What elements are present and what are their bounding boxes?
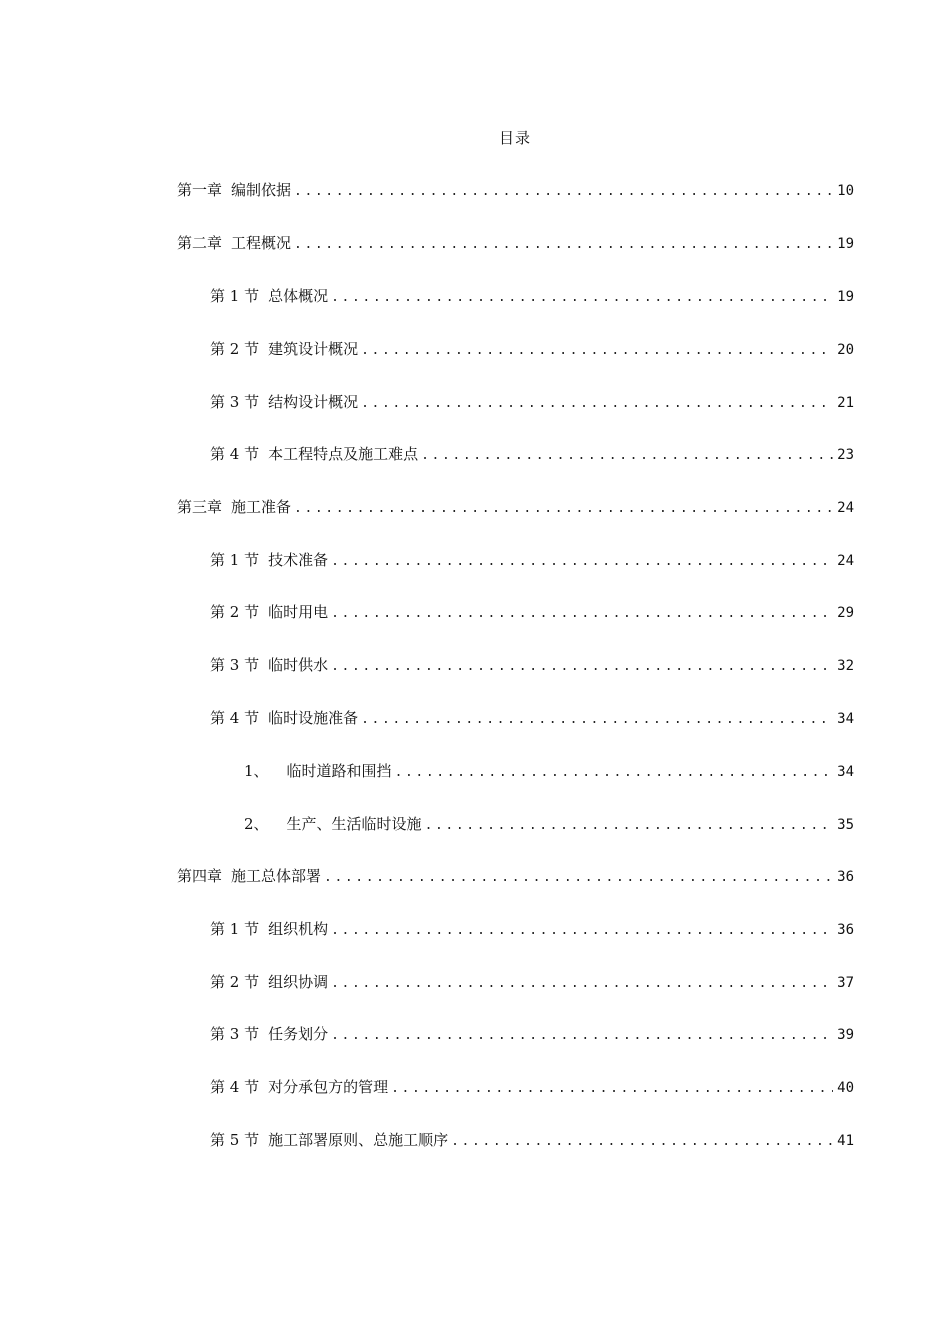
toc-entry-title: 对分承包方的管理	[268, 1078, 389, 1096]
toc-entry-title: 临时设施准备	[268, 709, 359, 727]
toc-page-number: 19	[837, 236, 854, 252]
toc-page-number: 24	[837, 500, 854, 516]
toc-entry-title: 施工准备	[231, 498, 292, 516]
toc-entry-number: 第三章	[177, 498, 223, 516]
toc-dot-leader	[391, 1077, 833, 1101]
toc-page-number: 23	[837, 447, 854, 463]
toc-entry-section[interactable]	[210, 337, 854, 361]
toc-page-number: 21	[837, 395, 854, 411]
toc-page-number: 34	[837, 711, 854, 727]
toc-entry-number: 第 1 节	[210, 551, 260, 569]
toc-page-number: 32	[837, 658, 854, 674]
toc-page-number: 36	[837, 922, 854, 938]
toc-dot-leader	[331, 655, 833, 679]
toc-entry-number: 第 5 节	[210, 1131, 260, 1149]
toc-entry-section[interactable]	[210, 1022, 854, 1046]
toc-page-number: 41	[837, 1133, 854, 1149]
toc-page-number: 39	[837, 1027, 854, 1043]
toc-page-number: 35	[837, 817, 854, 833]
toc-entry-title: 本工程特点及施工难点	[268, 445, 419, 463]
toc-entry-title: 临时道路和围挡	[286, 762, 392, 780]
toc-entry-number: 第 1 节	[210, 920, 260, 938]
toc-entry-section[interactable]	[210, 653, 854, 677]
toc-entry-section[interactable]	[210, 442, 854, 466]
toc-entry-section[interactable]	[210, 1075, 854, 1099]
page-title: 目录	[498, 129, 531, 147]
toc-dot-leader	[451, 1130, 833, 1154]
toc-entry-number: 第 1 节	[210, 287, 260, 305]
toc-entry-number: 1、	[244, 762, 269, 780]
toc-entry-number: 第四章	[177, 867, 223, 885]
toc-entry-number: 第 4 节	[210, 709, 260, 727]
toc-page-number: 10	[837, 183, 854, 199]
toc-entry-section[interactable]	[210, 600, 854, 624]
toc-entry-title: 结构设计概况	[268, 393, 359, 411]
toc-entry-number: 第 3 节	[210, 656, 260, 674]
toc-entry-title: 组织协调	[268, 973, 329, 991]
toc-entry-section[interactable]	[210, 390, 854, 414]
toc-entry-title: 任务划分	[268, 1025, 329, 1043]
toc-entry-number: 第 2 节	[210, 973, 260, 991]
toc-entry-section[interactable]	[210, 1128, 854, 1152]
toc-page-number: 20	[837, 342, 854, 358]
toc-entry-chapter[interactable]	[177, 495, 854, 519]
toc-entry-number: 2、	[244, 815, 269, 833]
toc-dot-leader	[294, 180, 833, 204]
toc-dot-leader	[425, 814, 833, 838]
toc-dot-leader	[361, 339, 833, 363]
toc-entry-number: 第 4 节	[210, 445, 260, 463]
toc-entry-chapter[interactable]	[177, 178, 854, 202]
toc-entry-number: 第二章	[177, 234, 223, 252]
toc-entry-title: 技术准备	[268, 551, 329, 569]
toc-dot-leader	[331, 550, 833, 574]
toc-dot-leader	[331, 286, 833, 310]
toc-entry-number: 第 2 节	[210, 603, 260, 621]
toc-entry-title: 编制依据	[231, 181, 292, 199]
toc-entry-title: 建筑设计概况	[268, 340, 359, 358]
toc-entry-chapter[interactable]	[177, 864, 854, 888]
toc-entry-number: 第 4 节	[210, 1078, 260, 1096]
toc-entry-title: 临时供水	[268, 656, 329, 674]
toc-entry-number: 第 2 节	[210, 340, 260, 358]
toc-page-number: 24	[837, 553, 854, 569]
toc-dot-leader	[421, 444, 833, 468]
toc-dot-leader	[324, 866, 833, 890]
toc-entry-subsection[interactable]	[244, 812, 854, 836]
toc-dot-leader	[361, 708, 833, 732]
toc-entry-section[interactable]	[210, 970, 854, 994]
toc-dot-leader	[331, 1024, 833, 1048]
toc-page-number: 19	[837, 289, 854, 305]
toc-page-number: 37	[837, 975, 854, 991]
toc-entry-title: 临时用电	[268, 603, 329, 621]
toc-entry-number: 第 3 节	[210, 1025, 260, 1043]
toc-dot-leader	[331, 602, 833, 626]
toc-entry-number: 第 3 节	[210, 393, 260, 411]
toc-entry-section[interactable]	[210, 284, 854, 308]
toc-entry-section[interactable]	[210, 706, 854, 730]
toc-page-number: 36	[837, 869, 854, 885]
toc-page-number: 34	[837, 764, 854, 780]
toc-entry-title: 组织机构	[268, 920, 329, 938]
toc-entry-title: 总体概况	[268, 287, 329, 305]
toc-dot-leader	[395, 761, 833, 785]
toc-dot-leader	[361, 392, 833, 416]
toc-entry-section[interactable]	[210, 548, 854, 572]
toc-entry-subsection[interactable]	[244, 759, 854, 783]
toc-entry-number: 第一章	[177, 181, 223, 199]
toc-page-number: 29	[837, 605, 854, 621]
toc-entry-title: 施工部署原则、总施工顺序	[268, 1131, 449, 1149]
toc-page-number: 40	[837, 1080, 854, 1096]
toc-entry-title: 生产、生活临时设施	[286, 815, 422, 833]
toc-entry-title: 施工总体部署	[231, 867, 322, 885]
toc-entry-chapter[interactable]	[177, 231, 854, 255]
toc-dot-leader	[294, 497, 833, 521]
toc-entry-section[interactable]	[210, 917, 854, 941]
toc-dot-leader	[294, 233, 833, 257]
toc-dot-leader	[331, 919, 833, 943]
toc-dot-leader	[331, 972, 833, 996]
toc-entry-title: 工程概况	[231, 234, 292, 252]
